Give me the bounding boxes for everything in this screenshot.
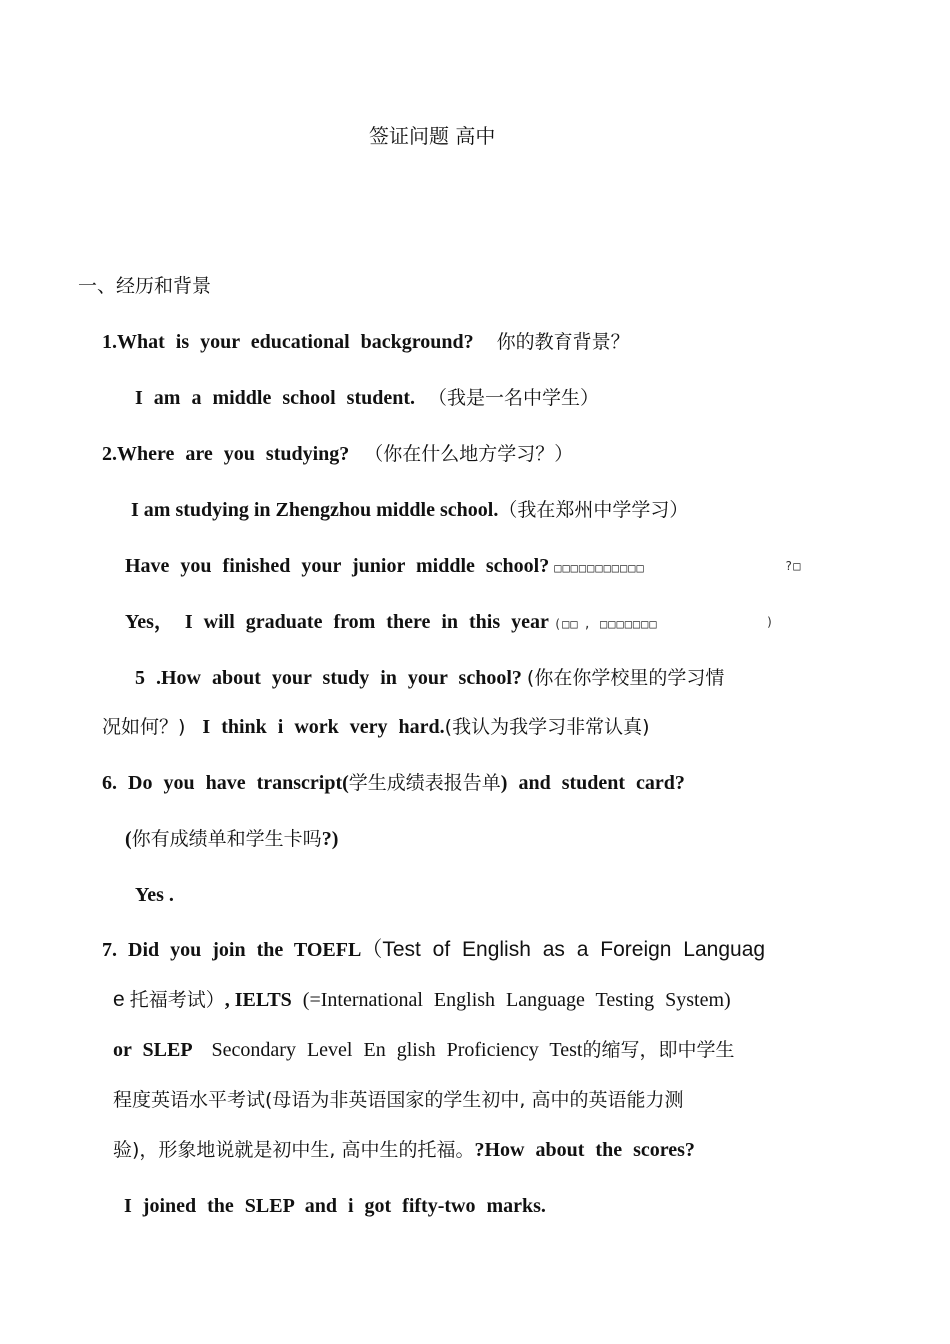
- question-7-chinese-end: 验)，形象地说就是初中生, 高中生的托福。: [113, 1139, 475, 1161]
- question-6-english-b: ) and student card?: [500, 772, 685, 794]
- question-7-slep: or SLEP: [113, 1039, 193, 1061]
- answer-1-english: I am a middle school student.: [135, 387, 416, 409]
- answer-2: [131, 496, 688, 524]
- question-7-toefl-chinese: 托福考试）: [129, 989, 225, 1011]
- answer-3-english: Yes， I will graduate from there in this year: [125, 611, 549, 633]
- question-5-english: 5 .How about your study in your school?: [135, 667, 522, 689]
- page-title: 签证问题 高中: [369, 124, 496, 148]
- question-2: [102, 440, 573, 468]
- question-6: [102, 769, 685, 797]
- question-3: [125, 552, 645, 582]
- question-1: [102, 328, 630, 356]
- question-5-chinese-part-1: (你在你学校里的学习情: [526, 667, 725, 689]
- question-7-e: e: [113, 988, 125, 1011]
- answer-1-chinese: （我是一名中学生）: [428, 387, 600, 409]
- question-7-english: 7. Did you join the TOEFL: [102, 939, 362, 961]
- question-7-slep-chinese: 的缩写，即中学生: [582, 1039, 735, 1061]
- question-3-garbled: □□□□□□□□□□□: [554, 561, 645, 575]
- question-1-chinese: 你的教育背景？: [496, 331, 630, 353]
- answer-1: [135, 384, 599, 412]
- question-6-english-a: 6. Do you have transcript(: [102, 772, 349, 794]
- question-6-translation: [125, 825, 338, 853]
- question-7-scores: ?How about the scores?: [474, 1139, 695, 1161]
- question-7-slep-expansion: Secondary Level En glish Proficiency Test: [211, 1039, 583, 1061]
- question-2-chinese: （你在什么地方学习？）: [364, 443, 574, 465]
- question-6-chinese: 学生成绩表报告单: [348, 772, 501, 794]
- question-6-open-paren: (: [125, 828, 132, 850]
- question-6-close-paren: ?): [321, 828, 339, 850]
- question-6-translation-chinese: 你有成绩单和学生卡吗: [131, 828, 322, 850]
- question-2-english: 2.Where are you studying?: [102, 443, 350, 465]
- answer-5-chinese: (我认为我学习非常认真): [444, 716, 650, 738]
- section-heading: 一、经历和背景: [78, 275, 212, 297]
- answer-2-chinese: （我在郑州中学学习）: [498, 499, 689, 521]
- question-3-tail: ?□: [785, 559, 802, 573]
- question-7-toefl-expansion: （Test of English as a Foreign Languag: [361, 938, 766, 961]
- question-7-line-4: 程度英语水平考试(母语为非英语国家的学生初中, 高中的英语能力测: [113, 1089, 684, 1111]
- answer-3-garbled-open: (□□: [553, 617, 579, 631]
- question-5-line-2: [102, 713, 650, 741]
- question-7-line-5: [113, 1136, 695, 1164]
- answer-3: [125, 608, 658, 638]
- answer-7: I joined the SLEP and i got fifty-two marks.: [124, 1195, 546, 1217]
- question-5-chinese-part-2: 况如何？): [102, 716, 186, 738]
- question-1-english: 1.What is your educational background?: [102, 331, 474, 353]
- question-5-line-1: [135, 664, 724, 692]
- question-7-line-1: [102, 936, 765, 964]
- question-7-line-2: [113, 986, 731, 1014]
- answer-3-close: ): [766, 615, 775, 629]
- answer-3-garbled-mid: , □□□□□□□: [583, 617, 658, 631]
- question-7-line-3: [113, 1036, 734, 1064]
- question-7-ielts: , IELTS: [224, 989, 292, 1011]
- answer-5-english: I think i work very hard.: [202, 716, 445, 738]
- answer-6: Yes .: [135, 884, 174, 906]
- question-3-english: Have you finished your junior middle school?: [125, 555, 550, 577]
- question-7-ielts-expansion: (=International English Language Testing System): [302, 989, 731, 1011]
- answer-2-english: I am studying in Zhengzhou middle school.: [131, 499, 499, 521]
